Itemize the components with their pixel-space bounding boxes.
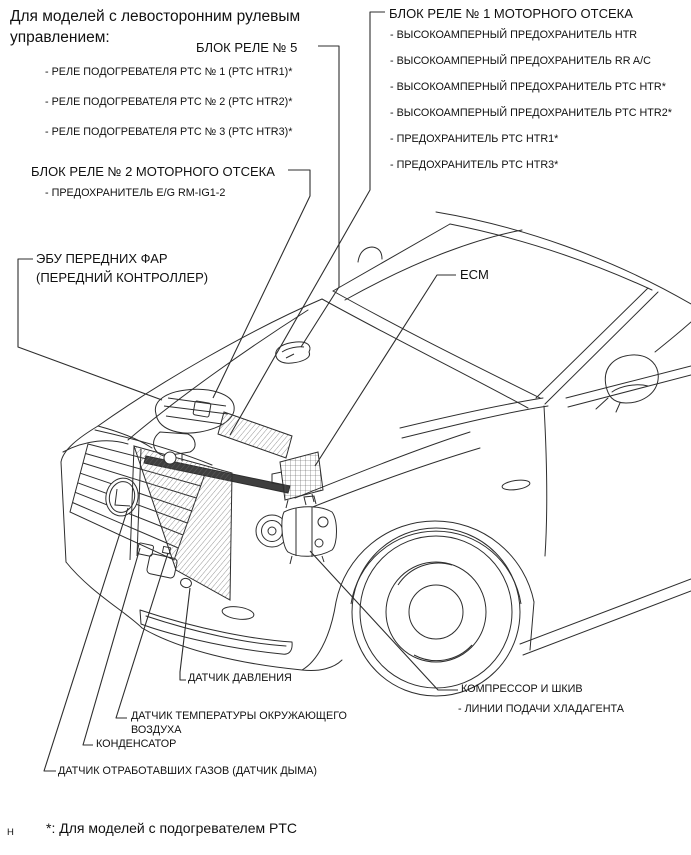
ecm-unit — [280, 452, 323, 500]
door-handle — [502, 479, 531, 492]
far-mirror-bump — [358, 247, 382, 262]
tire-outer — [352, 528, 520, 696]
rim — [386, 562, 486, 662]
label-headlight-ecu-line-2: (ПЕРЕДНИЙ КОНТРОЛЛЕР) — [36, 270, 209, 285]
front-wheel — [336, 521, 534, 696]
cluster-connector — [193, 401, 211, 418]
compressor-body — [282, 507, 337, 557]
label-relay1-item-1: - ВЫСОКОАМПЕРНЫЙ ПРЕДОХРАНИТЕЛЬ HTR — [390, 29, 638, 41]
label-condenser: КОНДЕНСАТОР — [96, 738, 177, 750]
label-relay1-item-5: - ПРЕДОХРАНИТЕЛЬ PTC HTR1* — [390, 133, 559, 145]
label-relay5-item-2: - РЕЛЕ ПОДОГРЕВАТЕЛЯ PTC № 2 (PTC HTR2)* — [45, 96, 293, 108]
label-relay-block-5: БЛОК РЕЛЕ № 5 — [196, 40, 298, 55]
label-ecm: ECM — [460, 267, 489, 282]
label-relay1-item-4: - ВЫСОКОАМПЕРНЫЙ ПРЕДОХРАНИТЕЛЬ PTC HTR2* — [390, 107, 672, 119]
label-pressure-sensor: ДАТЧИК ДАВЛЕНИЯ — [188, 672, 292, 684]
window-sill-upper — [566, 366, 691, 398]
label-relay5-item-1: - РЕЛЕ ПОДОГРЕВАТЕЛЯ PTC № 1 (PTC HTR1)* — [45, 66, 293, 78]
fender-arch-outer — [336, 521, 534, 602]
radiator-cap — [164, 452, 176, 464]
side-mirror-detail — [596, 385, 648, 412]
lower-intake — [140, 610, 292, 654]
a-pillar-outer — [545, 292, 658, 404]
label-compressor-item-1: - ЛИНИИ ПОДАЧИ ХЛАДАГЕНТА — [458, 703, 624, 715]
radiator-support-hatch — [218, 412, 292, 458]
page-marker: H — [7, 827, 14, 838]
window-rear-edge — [655, 322, 691, 352]
relay-box-5-detail — [282, 347, 304, 358]
beltline-upper — [400, 398, 543, 428]
page-heading-line-1: Для моделей с левосторонним рулевым — [10, 8, 301, 25]
hood-rear-edge — [322, 299, 528, 408]
callout-line-exhaust-sensor — [44, 508, 128, 771]
label-relay-block-1: БЛОК РЕЛЕ № 1 МОТОРНОГО ОТСЕКА — [389, 6, 633, 21]
fog-lamp — [221, 605, 254, 621]
bumper-bottom-edge — [142, 628, 302, 670]
label-relay1-item-6: - ПРЕДОХРАНИТЕЛЬ PTC HTR3* — [390, 159, 559, 171]
label-relay-block-2: БЛОК РЕЛЕ № 2 МОТОРНОГО ОТСЕКА — [31, 164, 275, 179]
window-sill-lower — [568, 375, 691, 407]
far-beltline — [345, 230, 522, 300]
side-mirror — [605, 355, 658, 403]
label-relay5-item-3: - РЕЛЕ ПОДОГРЕВАТЕЛЯ PTC № 3 (PTC HTR3)* — [45, 126, 293, 138]
body-behind-arch — [530, 602, 534, 650]
front-controller-module — [154, 432, 195, 456]
label-relay1-item-2: - ВЫСОКОАМПЕРНЫЙ ПРЕДОХРАНИТЕЛЬ RR A/C — [390, 55, 651, 67]
callout-line-ecm — [315, 275, 456, 466]
condenser-panel — [134, 446, 232, 600]
label-ambient-sensor-line-2: ВОЗДУХА — [131, 724, 182, 736]
label-compressor: КОМПРЕССОР И ШКИВ — [461, 683, 583, 695]
callout-line-pressure-sensor — [180, 588, 190, 680]
rocker-lower — [523, 591, 691, 655]
pressure-sensor-part — [180, 577, 193, 589]
windshield-bottom-edge — [333, 291, 540, 398]
label-relay2-item-1: - ПРЕДОХРАНИТЕЛЬ E/G RM-IG1-2 — [45, 187, 226, 199]
bumper-corner — [66, 562, 142, 628]
door-shut-line — [544, 406, 547, 556]
footnote: *: Для моделей с подогревателем PTC — [46, 820, 297, 836]
roof-line — [436, 212, 691, 304]
label-relay1-item-3: - ВЫСОКОАМПЕРНЫЙ ПРЕДОХРАНИТЕЛЬ PTC HTR* — [390, 81, 666, 93]
label-ambient-sensor-line-1: ДАТЧИК ТЕМПЕРАТУРЫ ОКРУЖАЮЩЕГО — [131, 710, 347, 722]
relay-ecu-cluster-ribs — [164, 398, 228, 424]
label-exhaust-sensor: ДАТЧИК ОТРАБОТАВШИХ ГАЗОВ (ДАТЧИК ДЫМА) — [58, 765, 318, 777]
fender-crease-2 — [300, 448, 480, 512]
fender-arch-lip — [351, 531, 521, 604]
hood-crease — [128, 310, 308, 440]
engine-bay-components — [130, 342, 337, 600]
body-front-of-arch — [302, 602, 336, 670]
label-headlight-ecu-line-1: ЭБУ ПЕРЕДНИХ ФАР — [36, 251, 168, 266]
page-heading-line-2: управлением: — [10, 29, 110, 46]
rocker-upper — [520, 579, 691, 644]
hub — [409, 585, 463, 639]
callout-line-ambient-sensor — [116, 553, 168, 718]
tire-inner — [360, 536, 512, 688]
